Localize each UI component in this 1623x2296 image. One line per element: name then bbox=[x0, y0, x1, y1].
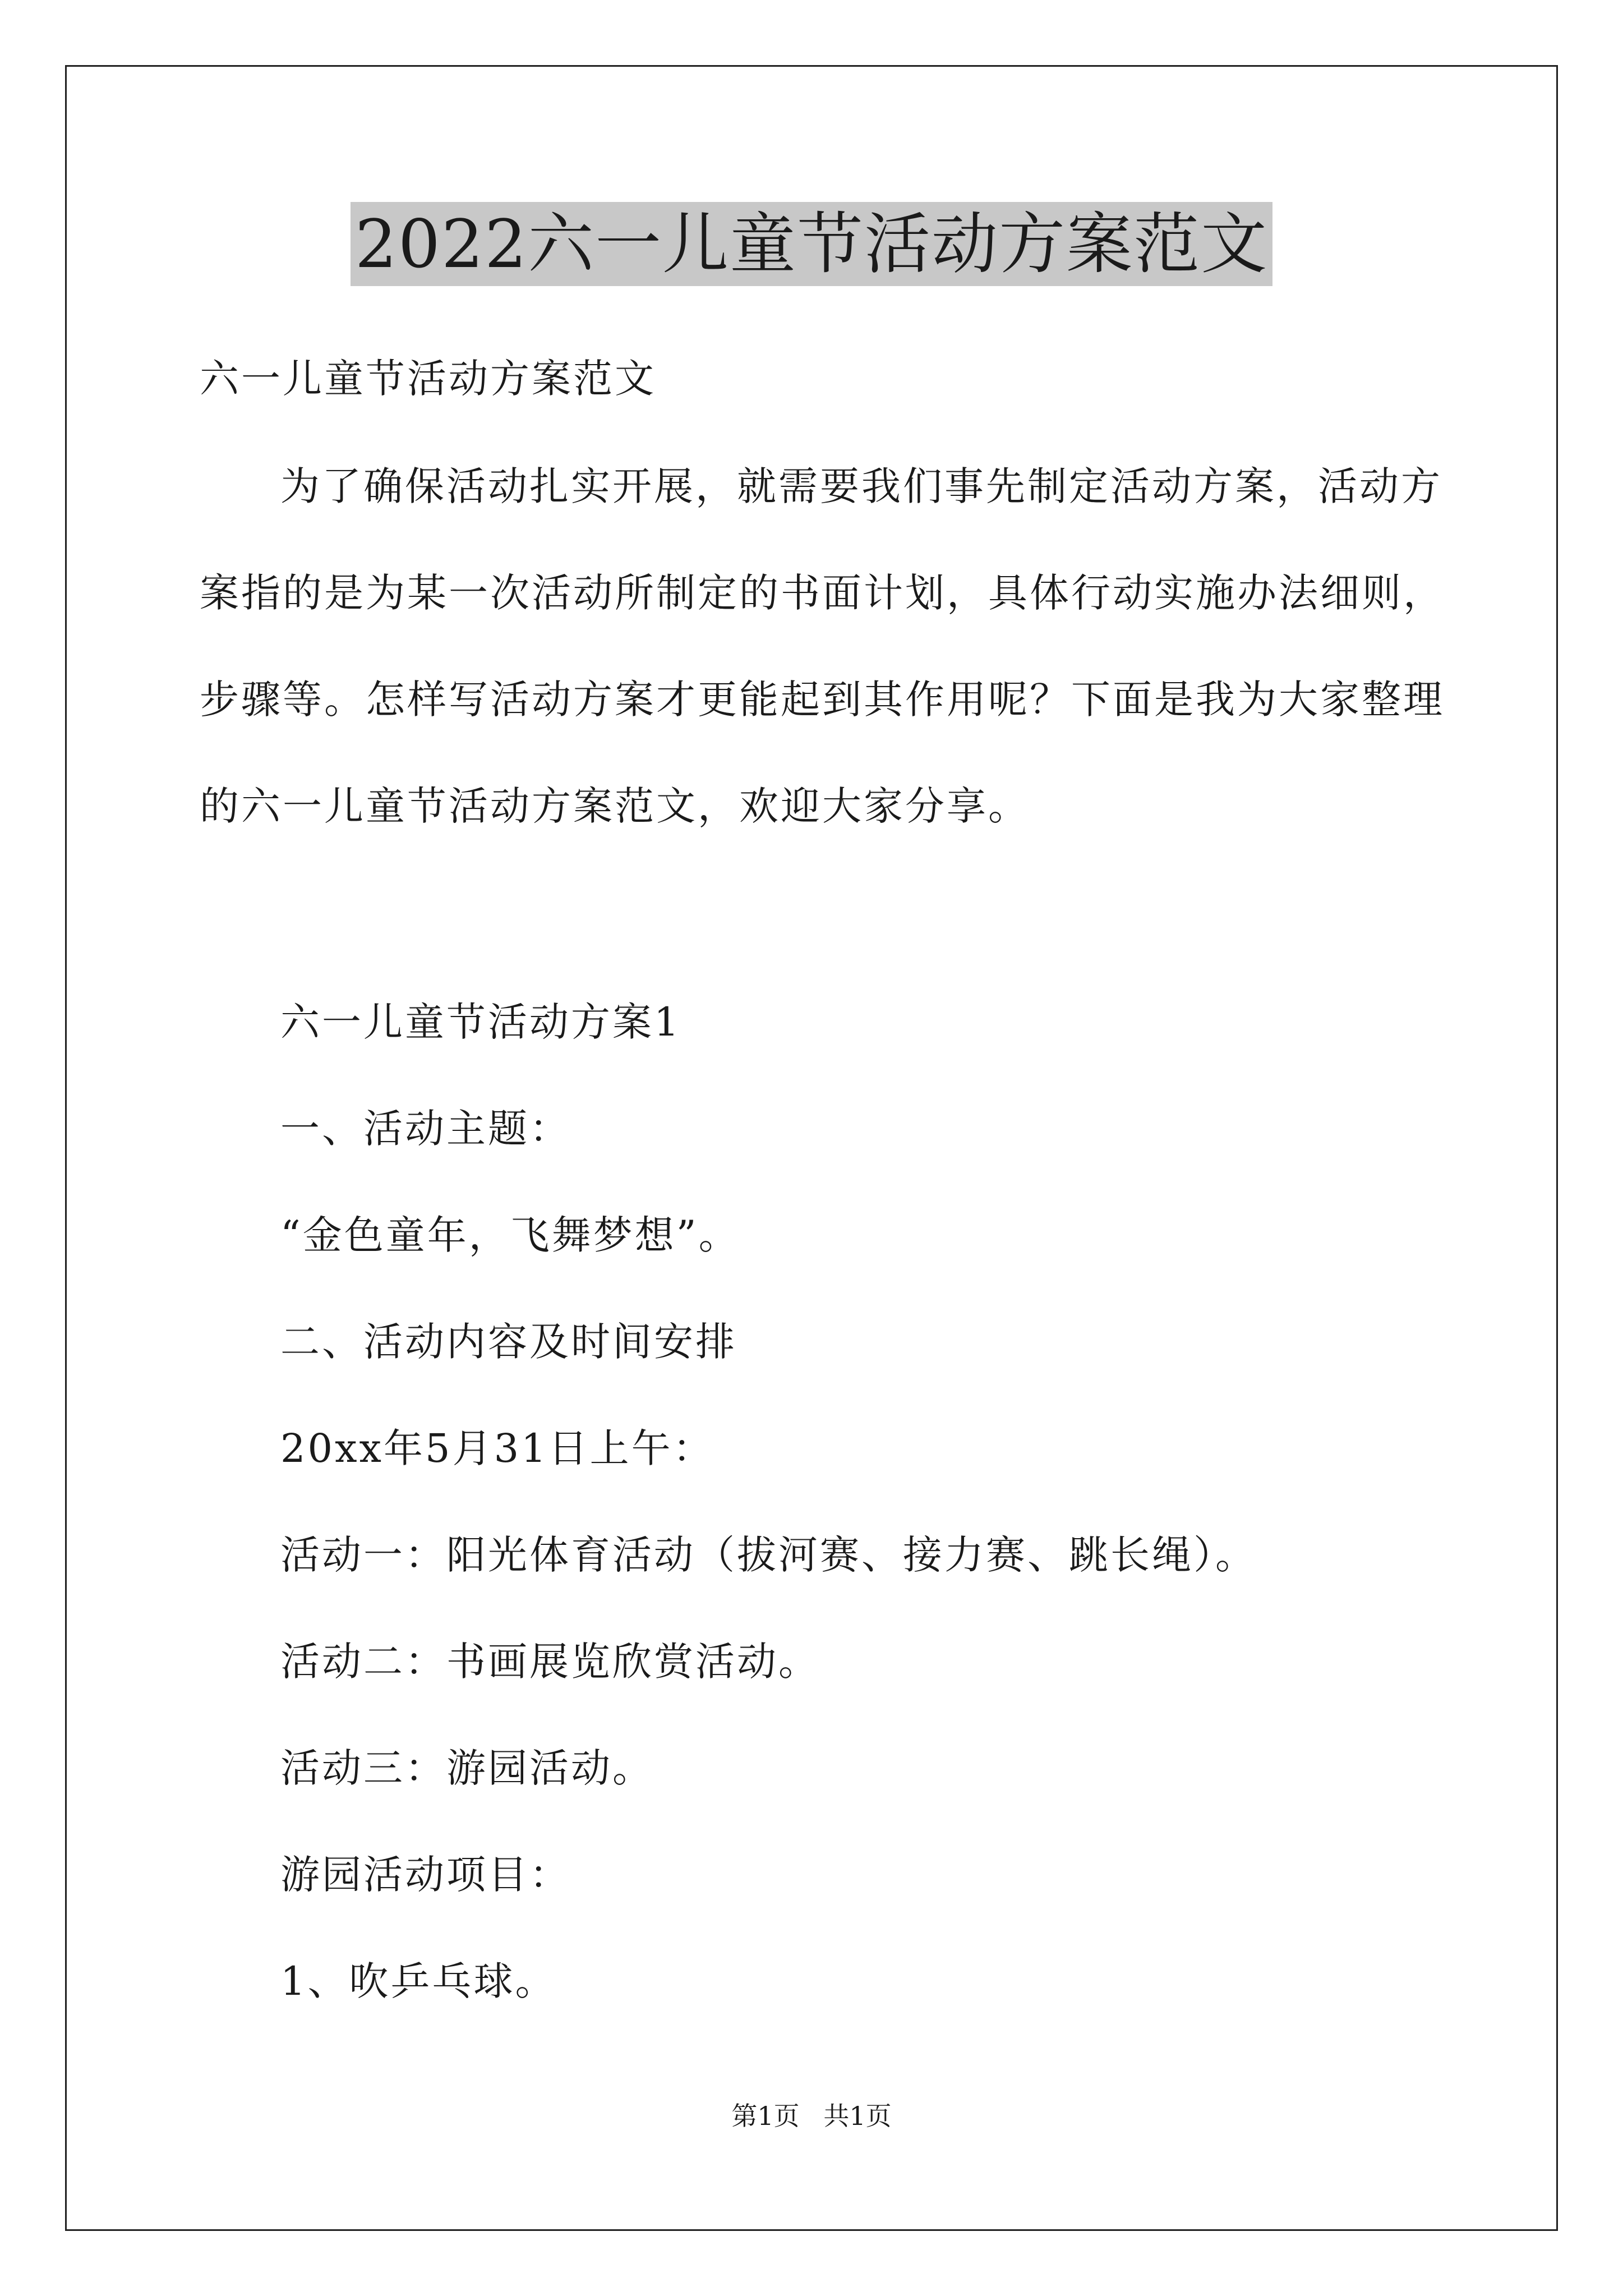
list-item: “金色童年，飞舞梦想”。 bbox=[280, 1212, 740, 1258]
list-item: 活动三：游园活动。 bbox=[280, 1745, 654, 1791]
intro-line-4: 的六一儿童节活动方案范文，欢迎大家分享。 bbox=[200, 783, 1030, 829]
document-title: 2022六一儿童节活动方案范文 bbox=[351, 202, 1272, 286]
intro-line-2: 案指的是为某一次活动所制定的书面计划，具体行动实施办法细则， bbox=[200, 570, 1445, 616]
intro-line-1: 为了确保活动扎实开展，就需要我们事先制定活动方案，活动方 bbox=[280, 463, 1442, 509]
list-item: 二、活动内容及时间安排 bbox=[280, 1319, 737, 1365]
page-footer bbox=[0, 2099, 1623, 2133]
list-item: 活动二：书画展览欣赏活动。 bbox=[280, 1639, 820, 1685]
list-item: 一、活动主题： bbox=[280, 1106, 571, 1152]
section-heading: 六一儿童节活动方案1 bbox=[280, 999, 681, 1045]
list-item: 1、吹乒乓球。 bbox=[280, 1958, 557, 2004]
title-container bbox=[0, 202, 1623, 286]
list-item: 20xx年5月31日上午： bbox=[280, 1425, 714, 1471]
list-item: 活动一：阳光体育活动（拔河赛、接力赛、跳长绳）。 bbox=[280, 1532, 1257, 1578]
page-number: 第1页 bbox=[731, 2101, 800, 2131]
intro-line-3: 步骤等。怎样写活动方案才更能起到其作用呢？下面是我为大家整理 bbox=[200, 677, 1445, 723]
document-subtitle: 六一儿童节活动方案范文 bbox=[200, 356, 656, 402]
list-item: 游园活动项目： bbox=[280, 1852, 571, 1898]
page-total: 共1页 bbox=[823, 2101, 892, 2131]
